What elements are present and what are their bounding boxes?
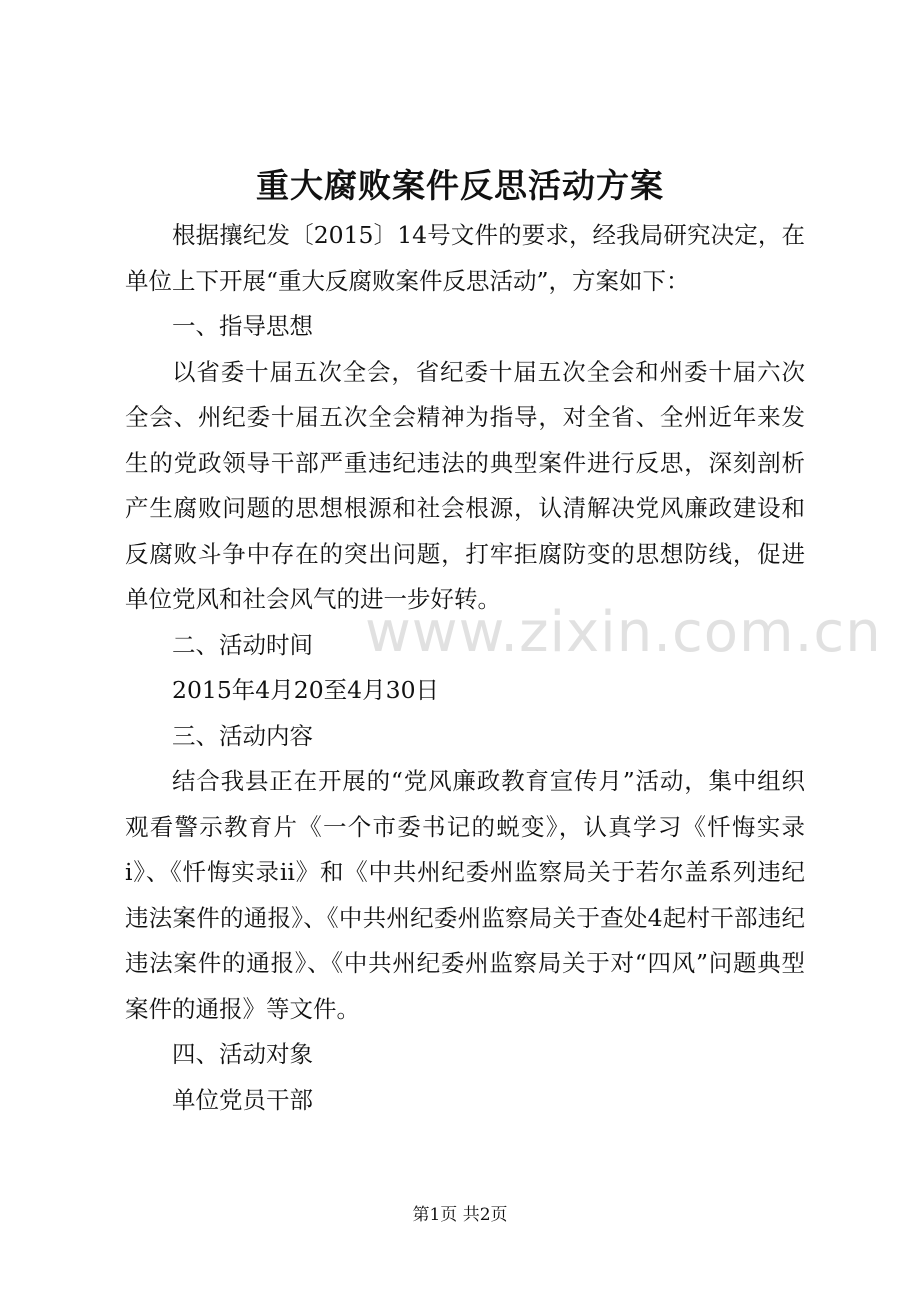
section-heading-guiding-ideology: 一、指导思想	[172, 312, 313, 340]
section-heading-activity-time: 二、活动时间	[172, 630, 313, 659]
document-title: 重大腐败案件反思活动方案	[256, 166, 664, 205]
paragraph-activity-target: 单位党员干部	[172, 1085, 313, 1114]
watermark: www.zixin.com.cn	[365, 600, 882, 665]
paragraph-activity-content: 结合我县正在开展的“党风廉政教育宣传月”活动，集中组织观看警示教育片《一个市委书记的蜕变》，认真学习《忏悔实录ⅰ》、《忏悔实录ⅱ》和《中共州纪委州监察局关于若尔盖系列违纪违法案件的通报》、《中共州纪委州监察局关于查处4起村干部违纪违法案件的通报》、《中共州纪委州监察局关于对“四风”问题典型案件的通报》等文件。	[125, 767, 805, 1023]
paragraph-activity-time: 2015年4月20至4月30日	[172, 676, 440, 704]
section-heading-activity-content: 三、活动内容	[172, 721, 313, 750]
page-footer: 第1页 共2页	[412, 1205, 508, 1225]
paragraph-guiding-ideology: 以省委十届五次全会，省纪委十届五次全会和州委十届六次全会、州纪委十届五次全会精神为指导，对全省、全州近年来发生的党政领导干部严重违纪违法的典型案件进行反思，深刻剖析产生腐败问题的思想根源和社会根源，认清解决党风廉政建设和反腐败斗争中存在的突出问题，打牢拒腐防变的思想防线，促进单位党风和社会风气的进一步好转。	[125, 357, 805, 613]
paragraph-intro: 根据攘纪发〔2015〕14号文件的要求，经我局研究决定，在单位上下开展“重大反腐败案件反思活动”，方案如下：	[125, 221, 805, 295]
document-body	[125, 213, 805, 1123]
section-heading-activity-target: 四、活动对象	[172, 1040, 313, 1068]
